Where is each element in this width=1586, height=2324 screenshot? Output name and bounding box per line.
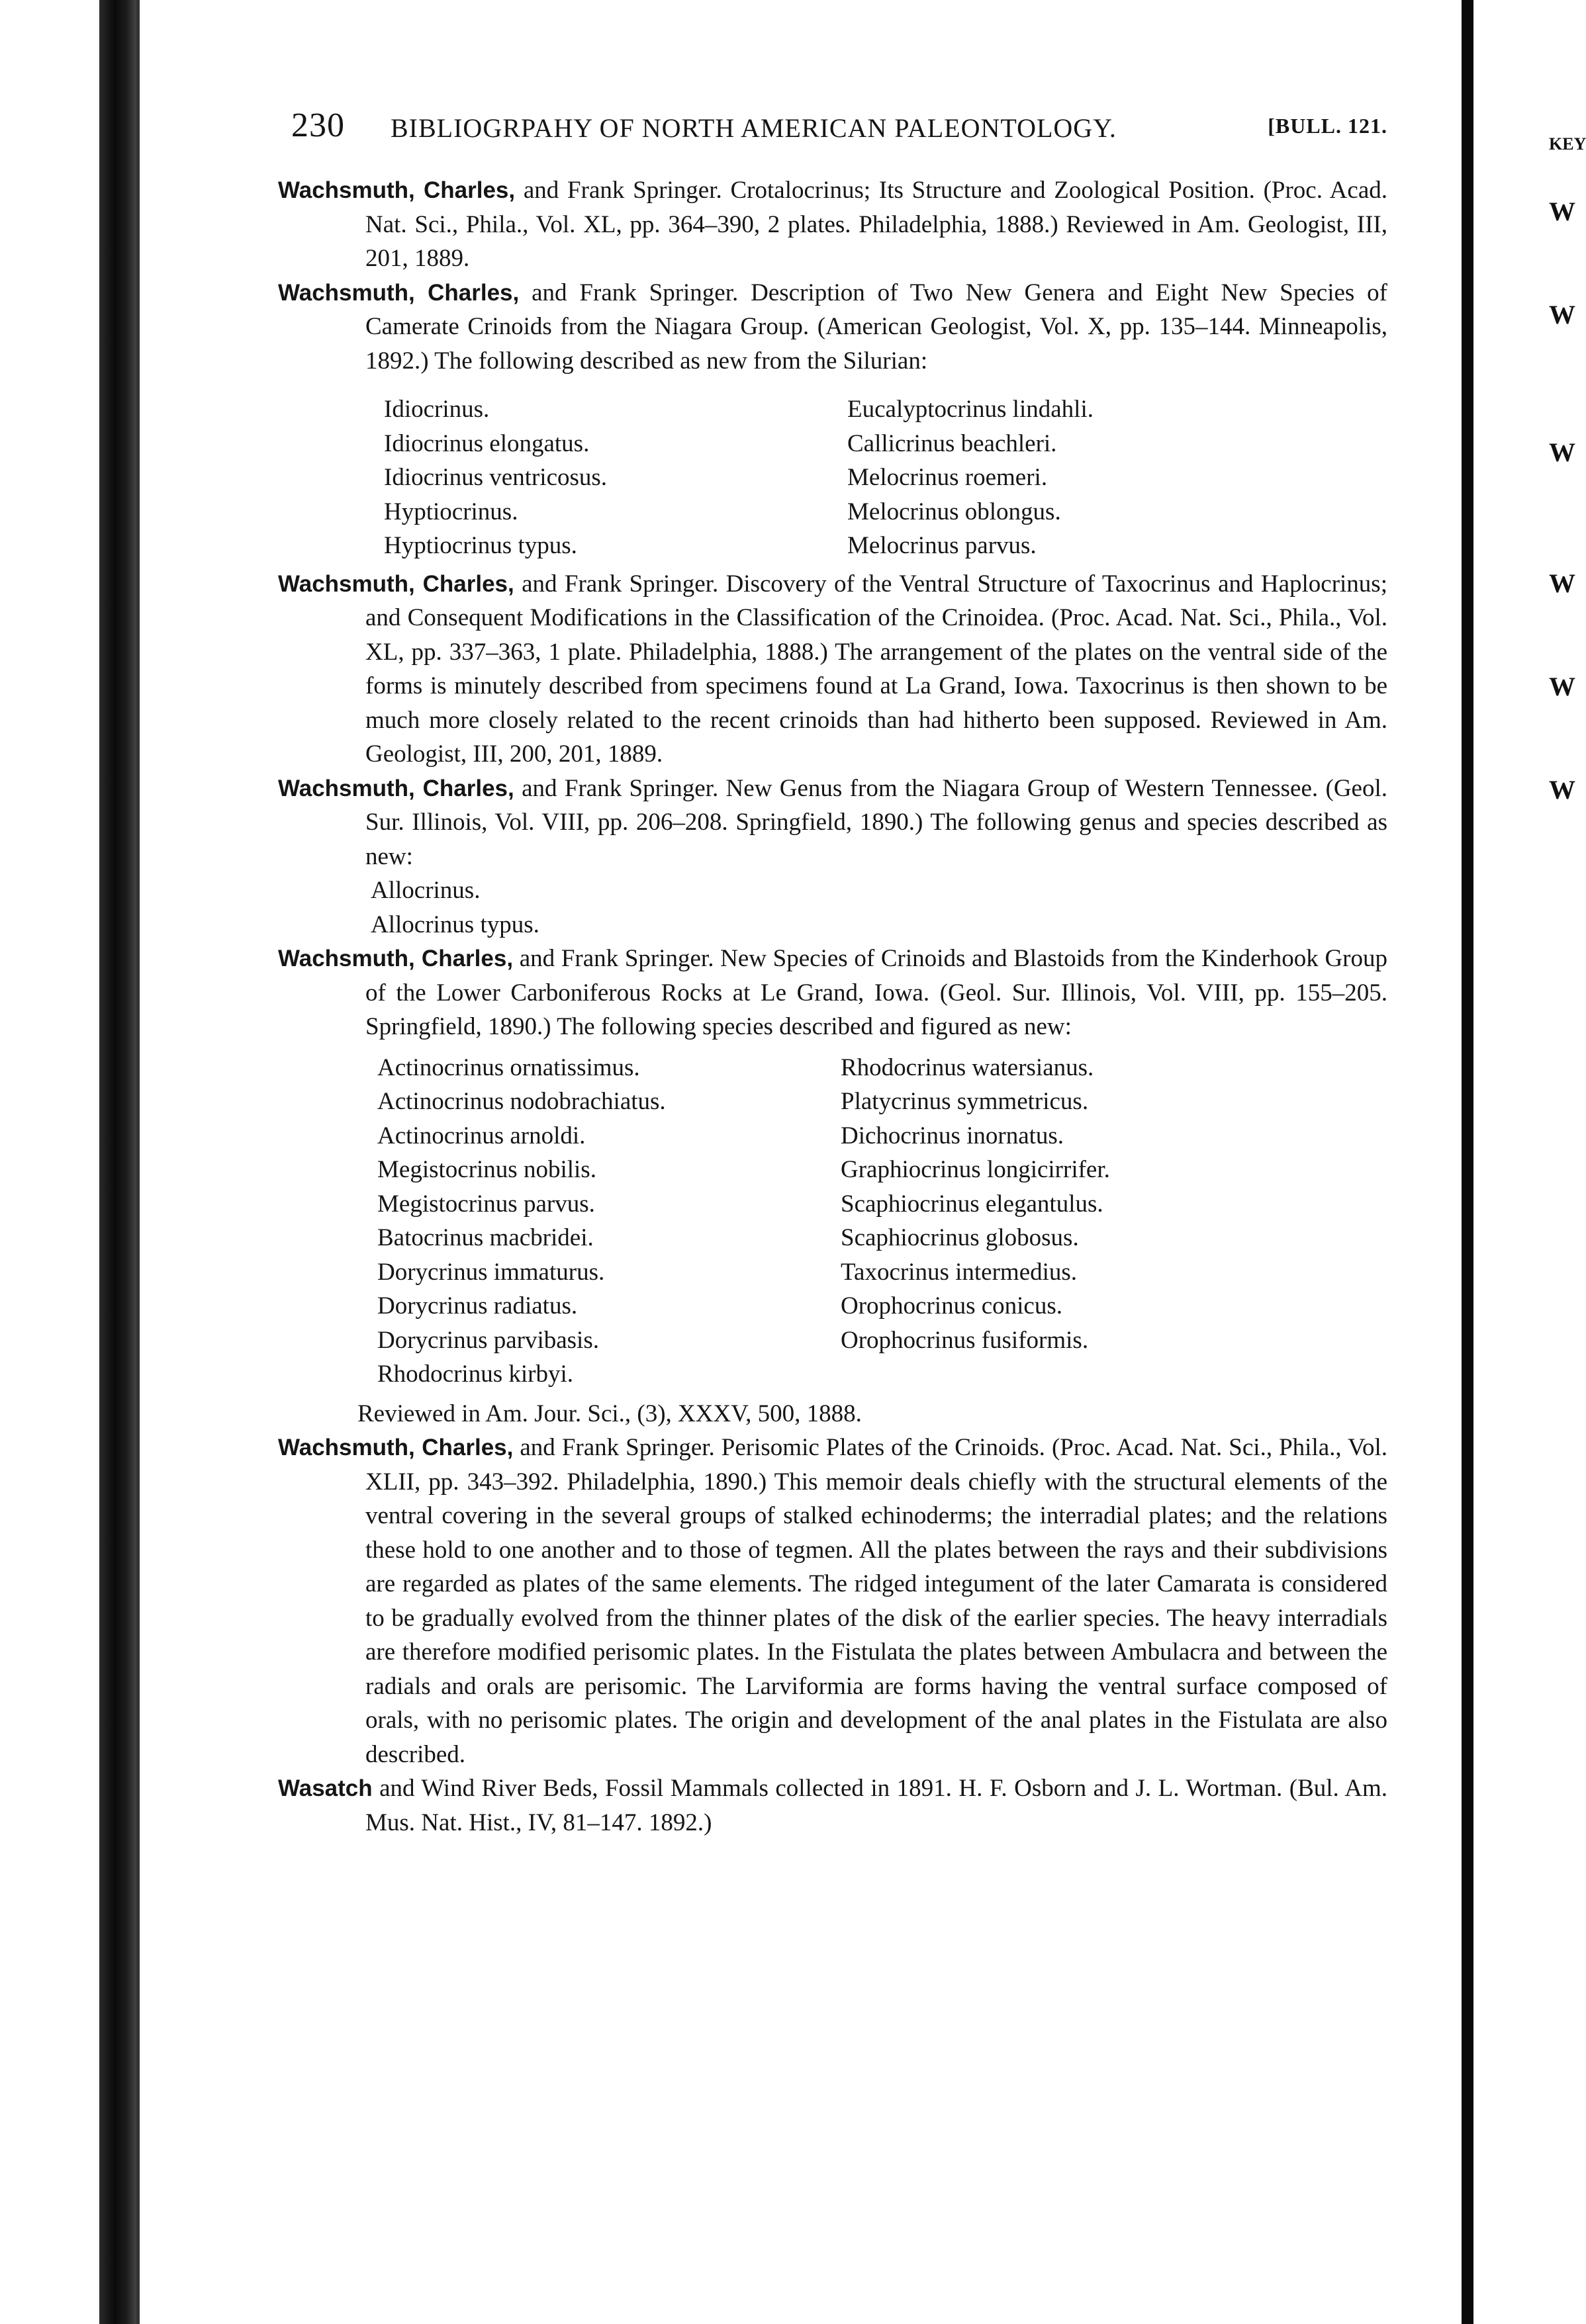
species-name: Scaphiocrinus globosus. [841,1224,1079,1251]
species-list [278,1051,1387,1392]
entry-text: and Frank Springer. Perisomic Plates of the Crinoids. (Proc. Acad. Nat. Sci., Phila., Vol. XLII, pp. 343–392. Philadelphia, 1890.) This memoir deals chiefly with the structural elements of the ventral covering in the several groups of stalked echinoderms; the interradial plates; and the relations these hold to one another and to those of tegmen. All the plates between the rays and their subdivisions are regarded as plates of the same elements. The ridged integument of the later Camarata is considered to be gradually evolved from the thinner plates of the disk of the earlier species. The heavy interradials are therefore modified perisomic plates. In the Fistulata the plates between Ambulacra and between the radials and orals are perisomic. The Larviformia are forms having the ventral surface composed of orals, with no perisomic plates. The origin and development of the anal plates in the Fistulata are also described. [365,1434,1387,1768]
entry-author: Wachsmuth, Charles, [278,775,514,801]
entry-author: Wasatch [278,1775,373,1801]
bibliography-entry [278,1771,1387,1840]
species-name: Platycrinus symmetricus. [841,1088,1089,1115]
species-name: Dorycrinus immaturus. [377,1258,605,1286]
running-header [278,106,1387,159]
entry-author: Wachsmuth, Charles, [278,177,516,203]
species-name: Eucalyptocrinus lindahli. [847,396,1094,423]
entry-text: and Frank Springer. New Species of Crinoids and Blastoids from the Kinderhook Group of the Lower Carboniferous Rocks at Le Grand, Iowa. (Geol. Sur. Illinois, Vol. VIII, pp. 155–205. Springfield, 1890.) The following species described and figured as new: [365,945,1387,1040]
species-name: Scaphiocrinus elegantulus. [841,1190,1103,1218]
bibliography-entry [278,173,1387,276]
entry-text: and Frank Springer. New Genus from the Niagara Group of Western Tennessee. (Geol. Sur. Illinois, Vol. VIII, pp. 206–208. Springfield, 1890.) The following genus and species described as new: [365,774,1387,870]
species-name: Megistocrinus nobilis. [377,1156,596,1183]
species-name: Allocrinus typus. [371,911,539,938]
running-title: BIBLIOGRPAHY OF NORTH AMERICAN PALEONTOLOGY. [391,113,1117,143]
next-page-letter: W [1549,568,1575,598]
gutter [1462,0,1473,2324]
book-spine [99,0,138,2324]
species-name: Graphiocrinus longicirrifer. [841,1156,1110,1183]
page-number: 230 [291,107,345,144]
bibliography-entry [278,567,1387,772]
entry-author: Wachsmuth, Charles, [278,1435,514,1460]
next-page-letter: W [1549,300,1575,330]
species-name: Allocrinus. [371,877,481,904]
species-name: Orophocrinus conicus. [841,1292,1062,1319]
species-list [278,392,1387,563]
species-name: Rhodocrinus kirbyi. [377,1361,573,1388]
species-name: Taxocrinus intermedius. [841,1258,1078,1286]
species-name: Idiocrinus elongatus. [384,429,590,457]
entry-text: and Frank Springer. Description of Two New Genera and Eight New Species of Camerate Crinoids from the Niagara Group. (American Geologist, Vol. X, pp. 135–144. Minneapolis, 1892.) The following described as new from the Silurian: [365,279,1387,375]
species-name: Melocrinus parvus. [847,532,1037,559]
species-name: Callicrinus beachleri. [847,429,1057,457]
species-name: Melocrinus roemeri. [847,464,1048,491]
species-name: Actinocrinus ornatissimus. [377,1053,640,1081]
document-page [278,106,1387,1840]
next-page-letter: W [1549,672,1575,701]
entry-text: and Wind River Beds, Fossil Mammals collected in 1891. H. F. Osborn and J. L. Wortman. (Bul. Am. Mus. Nat. Hist., IV, 81–147. 1892.) [365,1775,1387,1836]
bulletin-number: [BULL. 121. [1268,114,1387,138]
species-name: Dichocrinus inornatus. [841,1122,1064,1149]
next-page-letter: W [1549,775,1575,805]
species-name: Actinocrinus nodobrachiatus. [377,1088,666,1115]
entry-author: Wachsmuth, Charles, [278,570,514,597]
entry-author: Wachsmuth, Charles, [278,946,514,971]
species-name: Dorycrinus radiatus. [377,1292,578,1319]
species-name: Actinocrinus arnoldi. [377,1122,586,1149]
species-name: Hyptiocrinus typus. [384,532,577,559]
entry-text: and Frank Springer. Discovery of the Ventral Structure of Taxocrinus and Haplocrinus; and Consequent Modifications in the Classification of the Crinoidea. (Proc. Acad. Nat. Sci., Phila., Vol. XL, pp. 337–363, 1 plate. Philadelphia, 1888.) The arrangement of the plates on the ventral side of the forms is minutely described from specimens found at La Grand, Iowa. Taxocrinus is then shown to be much more closely related to the recent crinoids than had hitherto been supposed. Reviewed in Am. Geologist, III, 200, 201, 1889. [365,570,1387,768]
bibliography-entry [278,276,1387,379]
entry-author: Wachsmuth, Charles, [278,279,520,306]
page-edge [136,0,140,2324]
species-name: Melocrinus oblongus. [847,498,1061,525]
bibliography-entry [278,942,1387,1044]
species-name: Idiocrinus. [384,396,490,423]
bibliography-entry [278,772,1387,874]
next-page-edge-text [1520,0,1586,2324]
bibliography-entry [278,1431,1387,1771]
species-name: Hyptiocrinus. [384,498,518,525]
entry-text: and Frank Springer. Crotalocrinus; Its Structure and Zoological Position. (Proc. Acad. Nat. Sci., Phila., Vol. XL, pp. 364–390, 2 plates. Philadelphia, 1888.) Reviewed in Am. Geologist, III, 201, 1889. [365,177,1387,272]
species-list [278,873,1387,942]
next-page-letter: W [1549,437,1575,467]
species-name: Rhodocrinus watersianus. [841,1053,1094,1081]
species-name: Dorycrinus parvibasis. [377,1326,599,1354]
species-name: Megistocrinus parvus. [377,1190,595,1218]
next-page-letter: W [1549,197,1575,226]
species-name: Batocrinus macbridei. [377,1224,594,1251]
species-name: Orophocrinus fusiformis. [841,1326,1089,1354]
species-name: Idiocrinus ventricosus. [384,464,608,491]
review-note: Reviewed in Am. Jour. Sci., (3), XXXV, 500, 1888. [357,1400,862,1427]
next-page-header-fragment: KEY [1549,134,1586,154]
